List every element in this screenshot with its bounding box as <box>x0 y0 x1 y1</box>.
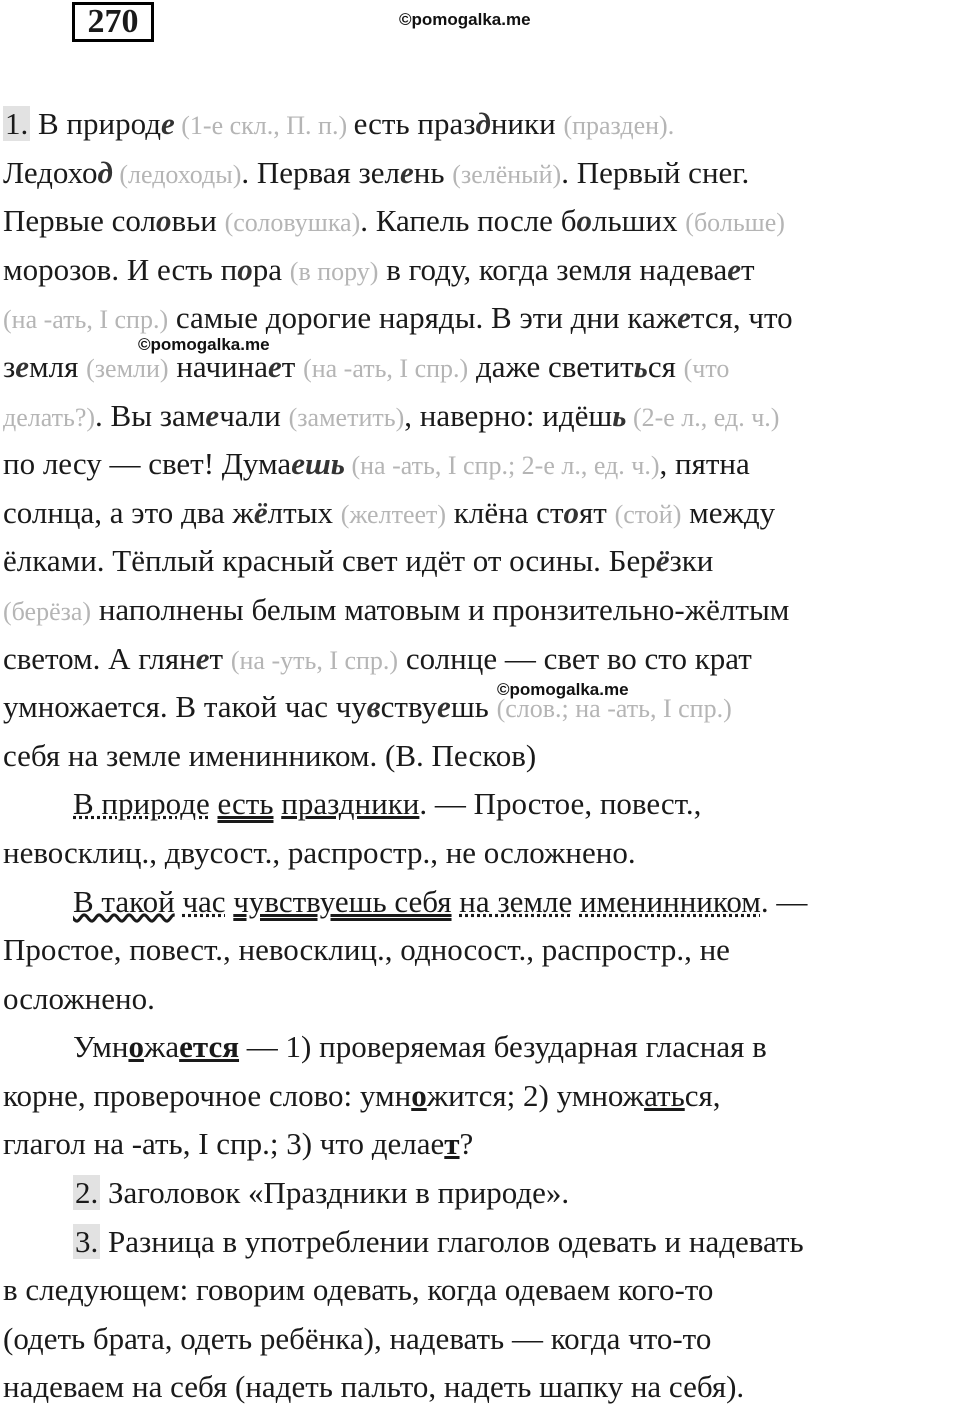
text-line <box>3 246 960 295</box>
text-line <box>3 1315 960 1364</box>
text-fragment: (соловушка) <box>224 208 361 238</box>
text-line <box>3 926 960 975</box>
text-fragment: корне, проверочное слово: умн <box>3 1077 412 1113</box>
text-fragment: ется <box>179 1029 240 1065</box>
text-line <box>3 1120 960 1169</box>
text-fragment: чувствуешь себя <box>233 883 452 919</box>
text-fragment: жится; 2) умнож <box>426 1077 645 1113</box>
text-fragment: вьи <box>171 203 225 239</box>
text-fragment: по лесу — свет! Дума <box>3 446 292 482</box>
text-line <box>3 878 960 927</box>
text-fragment: Разница в употреблении глаголов одевать и надевать <box>100 1223 804 1259</box>
text-line <box>3 489 960 538</box>
text-fragment: жа <box>143 1029 180 1065</box>
text-fragment: себя на земле именинником. (В. Песков) <box>3 737 537 773</box>
text-line <box>3 537 960 586</box>
text-fragment: делать?) <box>3 402 96 432</box>
text-line <box>3 100 960 149</box>
text-fragment: . — <box>760 883 808 919</box>
text-fragment: 1. <box>5 106 29 141</box>
text-fragment: (земли) <box>86 353 169 383</box>
text-line <box>3 1169 960 1218</box>
text-fragment: о <box>237 251 253 287</box>
text-fragment: (слов.; на -ать, I спр.) <box>496 694 732 724</box>
text-fragment: между <box>681 494 776 530</box>
text-fragment: т <box>281 348 304 384</box>
text-fragment: о <box>128 1029 144 1065</box>
text-fragment: светом. А глян <box>3 640 196 676</box>
text-fragment <box>572 884 580 919</box>
text-fragment: , наверно: идёш <box>404 397 613 433</box>
text-line <box>3 1266 960 1315</box>
text-fragment: в <box>366 689 381 725</box>
text-line <box>3 197 960 246</box>
text-fragment: о <box>563 494 579 530</box>
text-line <box>3 343 960 392</box>
text-fragment: . — Простое, повест., <box>419 786 702 822</box>
exercise-number: 270 <box>72 2 154 42</box>
text-fragment: (берёза) <box>3 596 92 626</box>
text-fragment: лтых <box>267 494 341 530</box>
text-fragment: (зелёный) <box>452 159 562 189</box>
text-fragment: ники <box>490 106 564 141</box>
text-fragment: есть праз <box>353 106 476 141</box>
text-fragment: надеваем на себя (надеть пальто, надеть шапку на себя). <box>3 1369 745 1405</box>
text-line <box>3 1023 960 1072</box>
text-fragment: шь <box>450 689 497 725</box>
text-fragment: . Первая зел <box>241 154 401 190</box>
text-fragment: клёна ст <box>446 494 564 530</box>
text-fragment: на земле <box>459 883 573 919</box>
text-fragment: глагол на -ать, I спр.; 3) что делае <box>3 1126 445 1162</box>
text-fragment: морозов. И есть п <box>3 251 238 287</box>
text-fragment: е <box>161 106 175 141</box>
text-fragment: есть <box>217 786 274 822</box>
text-fragment: 2. <box>75 1175 99 1211</box>
text-fragment: ? <box>459 1126 474 1162</box>
text-fragment: (что <box>683 353 730 383</box>
text-fragment: о <box>576 203 592 239</box>
text-fragment: (стой) <box>614 499 682 529</box>
text-fragment: е <box>267 348 282 384</box>
exercise-text <box>3 100 960 1412</box>
text-fragment: самые дорогие наряды. В эти дни каж <box>168 300 678 336</box>
text-fragment: (в пору) <box>289 256 379 286</box>
text-fragment: чали <box>219 397 289 433</box>
text-fragment: невосклиц., двусост., распростр., не осложнено. <box>3 834 636 870</box>
watermark-lower: ©pomogalka.me <box>497 680 629 699</box>
text-fragment: ь <box>633 348 648 384</box>
text-fragment: д <box>475 106 491 141</box>
text-fragment: ё <box>253 494 268 530</box>
text-fragment: (ледоходы) <box>112 159 242 189</box>
text-fragment: в следующем: говорим одевать, когда одеваем кого-то <box>3 1272 714 1308</box>
text-fragment: праздники <box>281 786 420 822</box>
text-fragment: зки <box>669 543 714 579</box>
text-fragment: Умн <box>73 1029 129 1065</box>
text-fragment: солнце — свет во сто крат <box>398 640 752 676</box>
text-fragment: В природе <box>73 786 210 822</box>
text-fragment: т <box>444 1126 460 1162</box>
text-fragment: , пятна <box>659 446 750 482</box>
text-fragment: е <box>437 689 451 725</box>
text-fragment: т <box>741 251 755 287</box>
text-fragment: нь <box>413 154 453 190</box>
text-fragment: ешь <box>291 446 345 482</box>
text-fragment: В такой <box>73 883 175 919</box>
text-fragment: е <box>195 640 210 676</box>
text-fragment: Простое, повест., невосклиц., односост., распростр., не <box>3 932 730 968</box>
text-line <box>3 683 960 732</box>
text-fragment: льших <box>591 203 686 239</box>
text-fragment: ся <box>647 348 684 384</box>
text-fragment: В природ <box>30 106 161 141</box>
text-fragment: (на -ать, I спр.; 2-е л., ед. ч.) <box>344 451 660 481</box>
text-fragment <box>210 786 218 821</box>
text-fragment: ать <box>644 1077 685 1113</box>
text-fragment: о <box>155 203 172 239</box>
text-fragment: — 1) проверяемая безударная гласная в <box>239 1029 767 1065</box>
text-fragment: . Капель после б <box>360 203 577 239</box>
text-fragment: е <box>205 397 220 433</box>
text-fragment: (на -ать, I спр.) <box>3 305 169 335</box>
text-fragment: час <box>182 883 226 919</box>
text-fragment: в году, когда земля надева <box>378 251 728 287</box>
watermark-top: ©pomogalka.me <box>399 10 531 29</box>
text-line <box>3 1363 960 1412</box>
text-fragment: умножается. В такой час чу <box>3 689 367 725</box>
text-fragment: о <box>411 1077 427 1113</box>
text-line <box>3 1218 960 1267</box>
text-fragment: осложнено. <box>3 980 155 1016</box>
text-fragment: ят <box>579 494 615 530</box>
text-fragment: даже светит <box>468 348 634 384</box>
text-line <box>3 586 960 635</box>
text-fragment: тся, что <box>690 300 793 336</box>
text-fragment: . Вы зам <box>95 397 206 433</box>
text-fragment: е <box>727 251 741 287</box>
text-fragment: ра <box>252 251 290 287</box>
text-fragment: т <box>209 640 231 676</box>
text-fragment: е <box>400 154 414 190</box>
text-fragment: (2-е л., ед. ч.) <box>626 402 780 432</box>
text-line <box>3 829 960 878</box>
text-fragment: (празден). <box>563 111 675 140</box>
text-fragment: (на -уть, I спр.) <box>230 645 399 675</box>
text-fragment: . Первый снег. <box>561 154 750 190</box>
text-fragment: начина <box>168 348 268 384</box>
text-line <box>3 392 960 441</box>
text-fragment: (на -ать, I спр.) <box>303 353 469 383</box>
text-line <box>3 732 960 781</box>
text-fragment: Первые сол <box>3 203 156 239</box>
watermark-middle: ©pomogalka.me <box>138 335 270 354</box>
text-fragment: Заголовок «Праздники в природе». <box>100 1175 570 1211</box>
text-fragment: мля <box>29 348 87 384</box>
text-fragment: (заметить) <box>288 402 405 432</box>
text-line <box>3 294 960 343</box>
text-line <box>3 975 960 1024</box>
text-fragment: (одеть брата, одеть ребёнка), надевать — когда что-то <box>3 1320 712 1356</box>
text-fragment: 3. <box>75 1223 99 1259</box>
text-line <box>3 635 960 684</box>
text-fragment: наполнены белым матовым и пронзительно-жёлтым <box>91 591 790 627</box>
text-fragment: (желтеет) <box>340 499 447 529</box>
text-fragment: Ледохо <box>3 154 98 190</box>
text-fragment: (1-е скл., П. п.) <box>174 111 354 140</box>
text-fragment: д <box>97 154 113 190</box>
text-line <box>3 440 960 489</box>
text-fragment: солнца, а это два ж <box>3 494 254 530</box>
text-fragment: (больше) <box>685 208 785 238</box>
text-fragment: е <box>15 348 30 384</box>
text-fragment: ь <box>612 397 627 433</box>
text-line <box>3 149 960 198</box>
text-fragment: ству <box>380 689 438 725</box>
text-line <box>3 780 960 829</box>
text-fragment: ёлками. Тёплый красный свет идёт от осины. Бер <box>3 543 656 579</box>
text-fragment: ся, <box>684 1077 721 1113</box>
text-fragment: з <box>3 348 16 384</box>
text-fragment: именинником <box>579 883 761 919</box>
text-fragment: е <box>677 300 691 336</box>
text-fragment: ё <box>655 543 670 579</box>
text-line <box>3 1072 960 1121</box>
